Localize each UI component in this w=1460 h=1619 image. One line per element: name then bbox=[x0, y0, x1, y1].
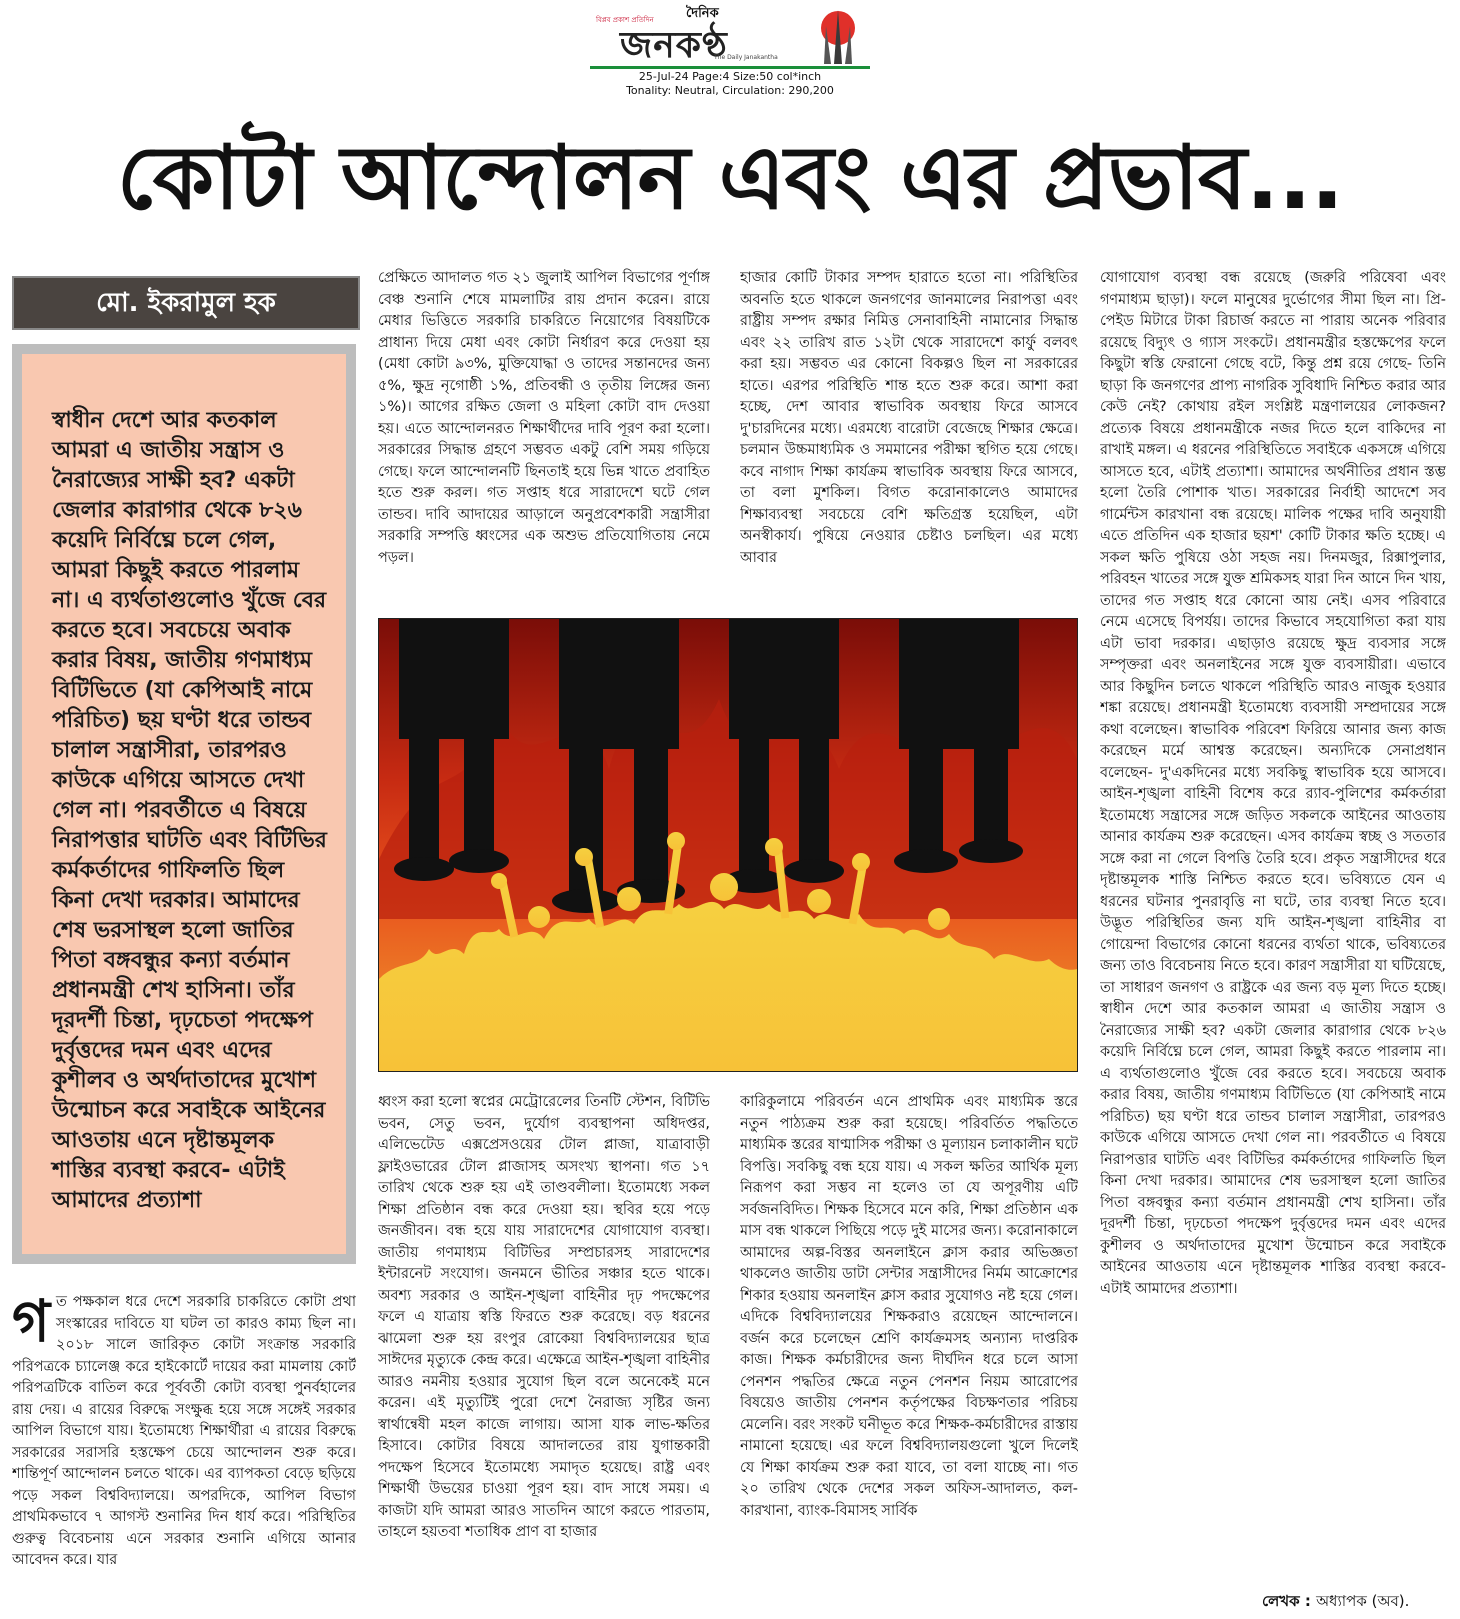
article-column-3-bottom bbox=[740, 1092, 1078, 1612]
pull-quote-text: স্বাধীন দেশে আর কতকাল আমরা এ জাতীয় সন্ত্রাস ও নৈরাজ্যের সাক্ষী হব? একটা জেলার কারাগার থেকে ৮২৬ কয়েদি নির্বিঘ্নে চলে গেল, আমরা কিছুই করতে পারলাম না। এ ব্যর্থতাগুলোও খুঁজে বের করতে হবে। সবচেয়ে অবাক করার বিষয়, জাতীয় গণমাধ্যম বিটিভিতে (যা কেপিআই নামে পরিচিত) ছয় ঘণ্টা ধরে তান্ডব চালাল সন্ত্রাসীরা, তারপরও কাউকে এগিয়ে আসতে দেখা গেল না। পরবর্তীতে এ বিষয়ে নিরাপত্তার ঘাটতি এবং বিটিভির কর্মকর্তাদের গাফিলতি ছিল কিনা দেখা দরকার। আমাদের শেষ ভরসাস্থল হলো জাতির পিতা বঙ্গবন্ধুর কন্যা বর্তমান প্রধানমন্ত্রী শেখ হাসিনা। তাঁর দূরদর্শী চিন্তা, দৃঢ়চেতা পদক্ষেপ দুর্বৃত্তদের দমন এবং এদের কুশীলব ও অর্থদাতাদের মুখোশ উন্মোচন করে সবাইকে আইনের আওতায় এনে দৃষ্টান্তমূলক শাস্তির ব্যবস্থা করবে- এটাই আমাদের প্রত্যাশা bbox=[22, 354, 346, 1254]
article-column-2-top bbox=[378, 268, 710, 598]
drop-cap: গ bbox=[12, 1292, 51, 1355]
byline-label: লেখক : bbox=[1262, 1592, 1311, 1610]
author-byline bbox=[1262, 1590, 1409, 1615]
pull-quote-box bbox=[12, 344, 356, 1264]
article-column-2-bottom bbox=[378, 1092, 710, 1612]
masthead-tagline: বিপ্লব প্রকাশ প্রতিদিন bbox=[596, 16, 654, 24]
column-3-top-text: হাজার কোটি টাকার সম্পদ হারাতে হতো না। পরিস্থিতির অবনতি হতে থাকলে জনগণের জানমালের নিরাপত্তা এবং রাষ্ট্রীয় সম্পদ রক্ষার নিমিত্ত সেনাবাহিনী নামানোর সিদ্ধান্ত এবং ২২ তারিখ রাত ১২টা থেকে সারাদেশে কার্ফু বলবৎ করা হয়। সম্ভবত এর কোনো বিকল্পও ছিল না সরকারের হাতে। এরপর পরিস্থিতি শান্ত হতে শুরু করে। আশা করা হচ্ছে, দেশ আবার স্বাভাবিক অবস্থায় ফিরে আসবে দু'চারদিনের মধ্যে। এরমধ্যে বারোটা বেজেছে শিক্ষার ক্ষেত্রে। চলমান উচ্চমাধ্যমিক ও সমমানের পরীক্ষা স্থগিত হয়ে গেছে। কবে নাগাদ শিক্ষা কার্যক্রম স্বাভাবিক অবস্থায় ফিরে আসবে, তা বলা মুশকিল। বিগত করোনাকালেও আমাদের শিক্ষাব্যবস্থা সবচেয়ে বেশি ক্ষতিগ্রস্ত হয়েছিল, এটা অনস্বীকার্য। পুষিয়ে নেওয়ার চেষ্টাও চলছিল। এর মধ্যে আবার bbox=[740, 270, 1078, 566]
column-1-text: ত পক্ষকাল ধরে দেশে সরকারি চাকরিতে কোটা প্রথা সংস্কারের দাবিতে যা ঘটল তা কারও কাম্য ছিল না। ২০১৮ সালে জারিকৃত কোটা সংক্রান্ত সরকারি পরিপত্রকে চ্যালেঞ্জ করে হাইকোর্টে দায়ের করা মামলায় কোর্ট পরিপত্রটিকে বাতিল করে পূর্ববর্তী কোটা ব্যবস্থা পুনর্বহালের রায় দেয়। এ রায়ের বিরুদ্ধে সংক্ষুব্ধ হয়ে সঙ্গে সঙ্গেই সরকার আপিল বিভাগে যায়। ইতোমধ্যে শিক্ষার্থীরা এ রায়ের বিরুদ্ধে সরকারের সরাসরি হস্তক্ষেপ চেয়ে আন্দোলন শুরু করে। শান্তিপূর্ণ আন্দোলন চলতে থাকে। এর ব্যাপকতা বেড়ে ছড়িয়ে পড়ে সকল বিশ্ববিদ্যালয়ে। অপরদিকে, আপিল বিভাগ প্রাথমিকভাবে ৭ আগস্ট শুনানির দিন ধার্য করে। পরিস্থিতির গুরুত্ব বিবেচনায় এনে সরকার শুনানি এগিয়ে আনার আবেদন করে। যার bbox=[12, 1294, 356, 1568]
author-name: মো. ইকরামুল হক bbox=[12, 276, 360, 330]
masthead bbox=[590, 4, 870, 68]
clipping-meta-line1: 25-Jul-24 Page:4 Size:50 col*inch bbox=[638, 70, 822, 83]
article-headline: কোটা আন্দোলন এবং এর প্রভাব... bbox=[116, 126, 1344, 229]
clipping-meta-line2: Tonality: Neutral, Circulation: 290,200 bbox=[626, 84, 834, 97]
masthead-dainik: দৈনিক bbox=[686, 6, 719, 21]
article-column-3-top bbox=[740, 268, 1078, 598]
article-column-4 bbox=[1100, 268, 1446, 1586]
column-2-bottom-text: ধ্বংস করা হলো স্বপ্নের মেট্রোরেলের তিনটি স্টেশন, বিটিভি ভবন, সেতু ভবন, দুর্যোগ ব্যবস্থাপনা অধিদপ্তর, এলিভেটেড এক্সপ্রেসওয়ের টোল প্লাজা, যাত্রাবাড়ী ফ্লাইওভারের টোল প্লাজাসহ অসংখ্য স্থাপনা। গত ১৭ তারিখ থেকে শুরু হয় এই তাণ্ডবলীলা। ইতোমধ্যে সকল শিক্ষা প্রতিষ্ঠান বন্ধ করে দেওয়া হয়। স্থবির হয়ে পড়ে জনজীবন। বন্ধ হয়ে যায় সারাদেশের যোগাযোগ ব্যবস্থা। জাতীয় গণমাধ্যম বিটিভির সম্প্রচারসহ সারাদেশের ইন্টারনেট সংযোগ। জনমনে ভীতির সঞ্চার হতে থাকে। অবশ্য সরকার ও আইন-শৃঙ্খলা বাহিনীর দৃঢ় পদক্ষেপের ফলে এ যাত্রায় স্বস্তি ফিরতে শুরু করেছে। বড় ধরনের ঝামেলা শুরু হয় রংপুর রোকেয়া বিশ্ববিদ্যালয়ের ছাত্র সাঈদের মৃত্যুকে কেন্দ্র করে। এক্ষেত্রে আইন-শৃঙ্খলা বাহিনীর আরও নমনীয় হওয়ার সুযোগ ছিল বলে অনেকেই মনে করেন। এই মৃত্যুটিই পুরো দেশে নৈরাজ্য সৃষ্টির জন্য স্বার্থান্বেষী মহল কাজে লাগায়। আসা যাক লাভ-ক্ষতির হিসাবে। কোটার বিষয়ে আদালতের রায় যুগান্তকারী পদক্ষেপ হিসেবে ইতোমধ্যে সমাদৃত হয়েছে। রাষ্ট্র এবং শিক্ষার্থী উভয়ের চাওয়া পূরণ হয়। বাদ সাধে সময়। এ কাজটা যদি আমরা আরও সাতদিন আগে করতে পারতাম, তাহলে হয়তবা শতাধিক প্রাণ বা হাজার bbox=[378, 1094, 710, 1540]
masthead-title: জনকণ্ঠ bbox=[620, 24, 728, 66]
column-4-text: যোগাযোগ ব্যবস্থা বন্ধ রয়েছে (জরুরি পরিষেবা এবং গণমাধ্যম ছাড়া)। ফলে মানুষের দুর্ভোগের সীমা ছিল না। প্রি-পেইড মিটারে টাকা রিচার্জ করতে না পারায় অনেক পরিবার রয়েছে বিদ্যুৎ ও গ্যাস সংকটে। প্রধানমন্ত্রীর হস্তক্ষেপের ফলে কিছুটা স্বস্তি ফেরানো গেছে বটে, কিন্তু প্রশ্ন রয়ে গেছে- তিনি ছাড়া কি জনগণের প্রাপ্য নাগরিক সুবিধাদি নিশ্চিত করার আর কেউ নেই? কোথায় রইল সংশ্লিষ্ট মন্ত্রণালয়ের লোকজন? প্রত্যেক বিষয়ে প্রধানমন্ত্রীকে নজর দিতে হলে বাকিদের না রাখাই মঙ্গল। এ ধরনের পরিস্থিতিতে সবাইকে একসঙ্গে এগিয়ে আসতে হবে, এটাই প্রত্যাশা। আমাদের অর্থনীতির প্রধান স্তম্ভ হলো তৈরি পোশাক খাত। সরকারের নির্বাহী আদেশে সব গার্মেন্টস কারখানা বন্ধ রয়েছে। মালিক পক্ষের দাবি অনুযায়ী এতে প্রতিদিন এক হাজার ছয়শ' কোটি টাকার ক্ষতি হচ্ছে। এ সকল ক্ষতি পুষিয়ে ওঠা সহজ নয়। দিনমজুর, রিক্সাপুলার, পরিবহন খাতের সঙ্গে যুক্ত শ্রমিকসহ যারা দিন আনে দিন খায়, তাদের গত সপ্তাহ ধরে কোনো আয় নেই। এসব পরিবারে নেমে এসেছে বিপর্যয়। তাদের কিভাবে সহযোগিতা করা যায় এটা ভাবা দরকার। এছাড়াও রয়েছে ক্ষুদ্র ব্যবসার সঙ্গে সম্পৃক্তরা এবং অনলাইনের সঙ্গে যুক্ত ব্যবসায়ীরা। এভাবে আর কিছুদিন চলতে থাকলে পরিস্থিতি আরও নাজুক হওয়ার শঙ্কা রয়েছে। প্রধানমন্ত্রী ইতোমধ্যে ব্যবসায়ী সম্প্রদায়ের সঙ্গে কথা বলেছেন। স্বাভাবিক পরিবেশ ফিরিয়ে আনার জন্য কাজ করেছেন মর্মে আশ্বস্ত করেছেন। অন্যদিকে সেনাপ্রধান বলেছেন- দু'একদিনের মধ্যে সবকিছু স্বাভাবিক হয়ে আসবে। আইন-শৃঙ্খলা বাহিনী বিশেষ করে র‌্যাব-পুলিশের কর্মকর্তারা ইতোমধ্যে সন্ত্রাসের সঙ্গে জড়িত সকলকে আইনের আওতায় আনার কার্যক্রম শুরু করেছেন। এসব কার্যক্রম স্বচ্ছ ও সততার সঙ্গে করা না গেলে বিপত্তি তৈরি হবে। প্রকৃত সন্ত্রাসীদের ধরে দৃষ্টান্তমূলক শাস্তি নিশ্চিত করতে হবে। ভবিষ্যতে যেন এ ধরনের ঘটনার পুনরাবৃত্তি না ঘটে, তার ব্যবস্থা নিতে হবে। উদ্ভূত পরিস্থিতির জন্য যদি আইন-শৃঙ্খলা বাহিনীর বা গোয়েন্দা বিভাগের কোনো ধরনের ব্যর্থতা থাকে, ভবিষ্যতের জন্য তাও বিবেচনায় নিতে হবে। কারণ সন্ত্রাসীরা যা ঘটিয়েছে, তা সাধারণ জনগণ ও রাষ্ট্রকে এর জন্য বড় মূল্য দিতে হচ্ছে। স্বাধীন দেশে আর কতকাল আমরা এ জাতীয় সন্ত্রাস ও নৈরাজ্যের সাক্ষী হব? একটা জেলার কারাগার থেকে ৮২৬ কয়েদি নির্বিঘ্নে চলে গেল, আমরা কিছুই করতে পারলাম না। এ ব্যর্থতাগুলোও খুঁজে বের করতে হবে। সবচেয়ে অবাক করার বিষয়, জাতীয় গণমাধ্যম বিটিভিতে (যা কেপিআই নামে পরিচিত) ছয় ঘণ্টা ধরে তান্ডব চালাল সন্ত্রাসীরা, তারপরও কাউকে এগিয়ে আসতে দেখা গেল না। পরবর্তীতে এ বিষয়ে নিরাপত্তার ঘাটতি এবং বিটিভির কর্মকর্তাদের গাফিলতি ছিল কিনা দেখা দরকার। আমাদের শেষ ভরসাস্থল হলো জাতির পিতা বঙ্গবন্ধুর কন্যা বর্তমান প্রধানমন্ত্রী শেখ হাসিনা। তাঁর দূরদর্শী চিন্তা, দৃঢ়চেতা পদক্ষেপ দুর্বৃত্তদের দমন এবং এদের কুশীলব ও অর্থদাতাদের মুখোশ উন্মোচন করে সবাইকে আইনের আওতায় এনে দৃষ্টান্তমূলক শাস্তির ব্যবস্থা করবে- এটাই আমাদের প্রত্যাশা। bbox=[1100, 270, 1446, 1297]
byline-role: অধ্যাপক (অব). bbox=[1316, 1592, 1410, 1610]
protest-silhouette-image bbox=[379, 619, 1077, 1071]
protest-illustration bbox=[378, 618, 1078, 1072]
article-column-1 bbox=[12, 1292, 356, 1608]
monument-logo-icon bbox=[812, 6, 864, 66]
masthead-rule bbox=[590, 66, 870, 69]
clipping-meta bbox=[590, 70, 870, 98]
column-2-top-text: প্রেক্ষিতে আদালত গত ২১ জুলাই আপিল বিভাগের পূর্ণাঙ্গ বেঞ্চ শুনানি শেষে মামলাটির রায় প্রদান করেন। রায়ে মেধার ভিত্তিতে সরকারি চাকরিতে নিয়োগের বিষয়টিকে প্রাধান্য দিয়ে মেধা এবং কোটা নির্ধারণ করে দেওয়া হয় (মেধা কোটা ৯৩%, মুক্তিযোদ্ধা ও তাদের সন্তানদের জন্য ৫%, ক্ষুদ্র নৃগোষ্ঠী ১%, প্রতিবন্ধী ও তৃতীয় লিঙ্গের জন্য ১%)। আগের রক্ষিত জেলা ও মহিলা কোটা বাদ দেওয়া হয়। এতে আন্দোলনরত শিক্ষার্থীদের দাবি পূরণ করা হলো। সরকারের সিদ্ধান্ত গ্রহণে সম্ভবত একটু বেশি সময় গড়িয়ে গেছে। ফলে আন্দোলনটি ছিনতাই হয়ে ভিন্ন খাতে প্রবাহিত হতে শুরু করল। গত সপ্তাহ ধরে সারাদেশে ঘটে গেল তান্ডব। দাবি আদায়ের আড়ালে অনুপ্রবেশকারী সন্ত্রাসীরা সরকারি সম্পত্তি ধ্বংসের এক অশুভ প্রতিযোগিতায় নেমে পড়ল। bbox=[378, 270, 710, 566]
masthead-english: The Daily Janakantha bbox=[714, 54, 778, 61]
column-3-bottom-text: কারিকুলামে পরিবর্তন এনে প্রাথমিক এবং মাধ্যমিক স্তরে নতুন পাঠ্যক্রম শুরু করা হয়েছে। পরিবর্তিত পদ্ধতিতে মাধ্যমিক স্তরের ষাণ্মাসিক পরীক্ষা ও মূল্যায়ন চলাকালীন ঘটে বিপত্তি। সবকিছু বন্ধ হয়ে যায়। এ সকল ক্ষতির আর্থিক মূল্য নিরূপণ করা সম্ভব না হলেও তা যে অপূরণীয় এটি সর্বজনবিদিত। শিক্ষক হিসেবে মনে করি, শিক্ষা প্রতিষ্ঠান এক মাস বন্ধ থাকলে পিছিয়ে পড়ে দুই মাসের জন্য। করোনাকালে আমাদের অল্প-বিস্তর অনলাইনে ক্লাস করার অভিজ্ঞতা থাকলেও জাতীয় ডাটা সেন্টার সন্ত্রাসীদের নির্মম আক্রোশের শিকার হওয়ায় অনলাইন ক্লাস করার সুযোগও নষ্ট হয়ে গেল। এদিকে বিশ্ববিদ্যালয়ের শিক্ষকরাও রয়েছেন আন্দোলনে। বর্জন করে চলেছেন শ্রেণি কার্যক্রমসহ অন্যান্য দাপ্তরিক কাজ। শিক্ষক কর্মচারীদের জন্য দীর্ঘদিন ধরে চলে আসা পেনশন পদ্ধতির ক্ষেত্রে নতুন পেনশন নিয়ম আরোপের বিষয়েও জাতীয় পেনশন কর্তৃপক্ষের বিচক্ষণতার পরিচয় মেলেনি। বরং সংকট ঘনীভূত করে শিক্ষক-কর্মচারীদের রাস্তায় নামানো হয়েছে। এর ফলে বিশ্ববিদ্যালয়গুলো খুলে দিলেই যে শিক্ষা কার্যক্রম শুরু করা যাবে, তা বলা যাচ্ছে না। গত ২০ তারিখ থেকে দেশের সকল অফিস-আদালত, কল-কারখানা, ব্যাংক-বিমাসহ সার্বিক bbox=[740, 1094, 1078, 1519]
